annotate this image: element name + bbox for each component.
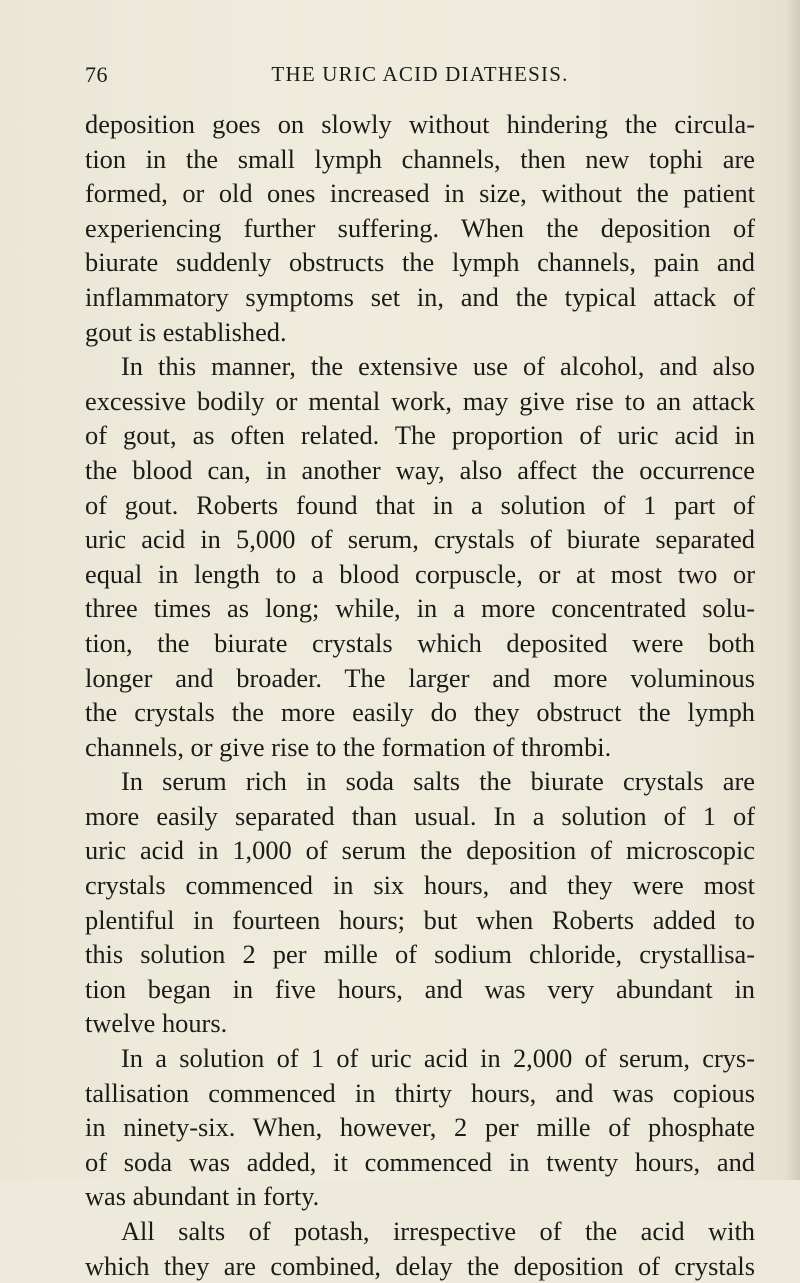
running-title: THE URIC ACID DIATHESIS. (271, 62, 569, 86)
text-line: of gout, as often related. The proportion of uric acid in (85, 420, 755, 451)
text-line: formed, or old ones increased in size, without the patient (85, 178, 755, 209)
text-line: equal in length to a blood corpuscle, or at most two or (85, 558, 755, 589)
text-line: deposition goes on slowly without hindering the circula- (85, 109, 755, 139)
text-line: uric acid in 1,000 of serum the deposition of microscopic (85, 835, 755, 866)
paragraph-start-line: In a solution of 1 of uric acid in 2,000 of serum, crys- (121, 1043, 755, 1074)
text-line: of soda was added, it commenced in twenty hours, and (85, 1146, 755, 1177)
text-line: in ninety-six. When, however, 2 per mille of phosphate (85, 1112, 755, 1143)
paragraph-start-line: In serum rich in soda salts the biurate crystals are (121, 766, 755, 797)
text-line: uric acid in 5,000 of serum, crystals of biurate separated (85, 524, 755, 555)
text-line: biurate suddenly obstructs the lymph channels, pain and (85, 247, 755, 278)
text-line: experiencing further suffering. When the deposition of (85, 212, 755, 243)
paragraph-start-line: In this manner, the extensive use of alcohol, and also (121, 351, 755, 382)
text-line: crystals commenced in six hours, and they were most (85, 870, 755, 901)
text-line: three times as long; while, in a more concentrated solu- (85, 593, 755, 624)
text-line: gout is established. (85, 316, 287, 347)
text-line: tion in the small lymph channels, then new tophi are (85, 143, 755, 174)
paragraph-start-line: All salts of potash, irrespective of the acid with (121, 1216, 755, 1246)
text-line: tion began in five hours, and was very abundant in (85, 973, 755, 1004)
text-line: of gout. Roberts found that in a solution of 1 part of (85, 489, 755, 520)
text-line: the blood can, in another way, also affect the occurrence (85, 454, 755, 485)
text-line: this solution 2 per mille of sodium chloride, crystallisa- (85, 939, 755, 970)
text-line: channels, or give rise to the formation of thrombi. (85, 731, 612, 762)
text-line: the crystals the more easily do they obstruct the lymph (85, 697, 755, 728)
text-line: more easily separated than usual. In a solution of 1 of (85, 800, 755, 831)
text-line: twelve hours. (85, 1008, 228, 1039)
page-number: 76 (85, 62, 108, 87)
text-line: plentiful in fourteen hours; but when Roberts added to (85, 904, 755, 935)
text-line: tion, the biurate crystals which deposited were both (85, 627, 755, 658)
text-line: which they are combined, delay the deposition of crystals (85, 1250, 755, 1281)
text-line: longer and broader. The larger and more voluminous (85, 662, 755, 693)
page-edge-shadow (786, 0, 800, 1180)
text-line: was abundant in forty. (85, 1181, 320, 1212)
text-line: tallisation commenced in thirty hours, and was copious (85, 1077, 755, 1108)
body-text (85, 107, 755, 1283)
page-header (85, 62, 755, 98)
text-line: excessive bodily or mental work, may give rise to an attack (85, 385, 755, 416)
text-line: inflammatory symptoms set in, and the typical attack of (85, 281, 755, 312)
